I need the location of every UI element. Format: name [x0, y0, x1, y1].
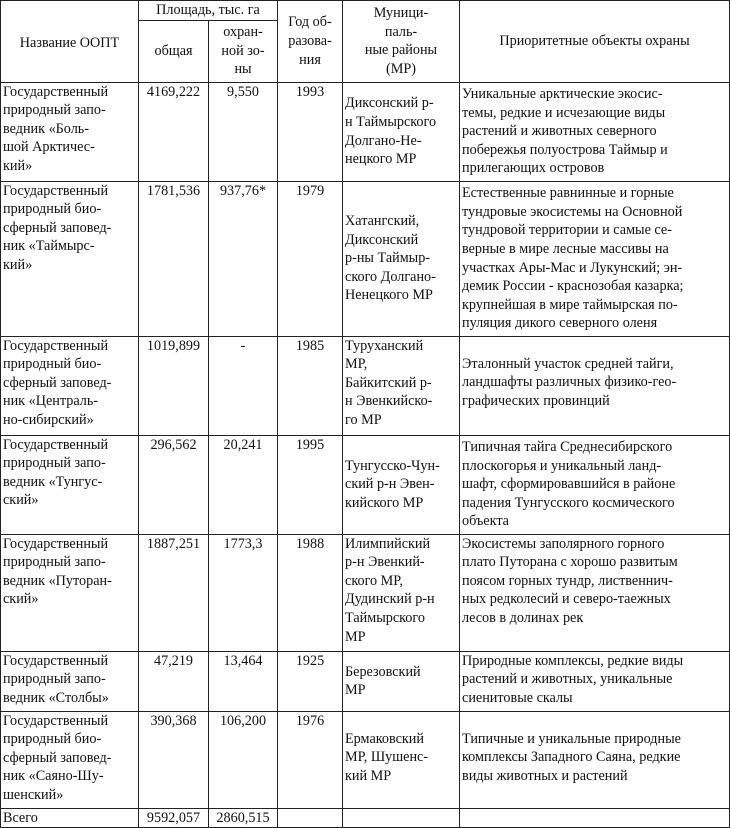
row-area-total: 1887,251 — [139, 534, 209, 651]
row-name: Государственный природный био- сферный заповед- ник «Саяно-Шу- шенский» — [1, 711, 139, 808]
table-row — [1, 651, 730, 711]
row-name: Государственный природный запо- ведник «Столбы» — [1, 651, 139, 711]
row-objects: Типичные и уникальные природные комплексы Западного Саяна, редкие виды животных и растений — [460, 711, 730, 808]
table-row — [1, 711, 730, 808]
total-row — [1, 808, 730, 828]
row-districts: Хатангский, Диксонский р-ны Таймыр- ского Долгано- Ненецкого МР — [343, 181, 460, 336]
row-area-buffer: - — [209, 336, 278, 435]
row-districts: Тунгусско-Чун- ский р-н Эвен- кийского МР — [343, 435, 460, 534]
row-districts: Илимпийский р-н Эвенкий- ского МР, Дудинский р-н Таймырского МР — [343, 534, 460, 651]
header-objects: Приоритетные объекты охраны — [460, 1, 730, 83]
row-objects: Уникальные арктические экосис- темы, редкие и исчезающие виды растений и животных северного побережья полуострова Таймыр и прилегающих островов — [460, 82, 730, 181]
total-objects-empty — [460, 808, 730, 828]
row-objects: Экосистемы заполярного горного плато Путорана с хорошо развитым поясом горных тундр, лиственнич- ных редколесий и северо-таежных лесов в долинах рек — [460, 534, 730, 651]
row-area-buffer: 106,200 — [209, 711, 278, 808]
total-year-empty — [278, 808, 343, 828]
header-area: Площадь, тыс. га — [139, 1, 278, 21]
row-area-total: 1781,536 — [139, 181, 209, 336]
row-name: Государственный природный запо- ведник «Боль- шой Арктичес- кий» — [1, 82, 139, 181]
total-districts-empty — [343, 808, 460, 828]
table-row — [1, 336, 730, 435]
total-label: Всего — [1, 808, 139, 828]
row-name: Государственный природный запо- ведник «Путоран- ский» — [1, 534, 139, 651]
row-name: Государственный природный био- сферный заповед- ник «Централь- но-сибирский» — [1, 336, 139, 435]
row-area-buffer: 20,241 — [209, 435, 278, 534]
header-name: Название ООПТ — [1, 1, 139, 83]
row-area-buffer: 937,76* — [209, 181, 278, 336]
row-districts: Березовский МР — [343, 651, 460, 711]
row-year: 1988 — [278, 534, 343, 651]
header-area-buffer: охран- ной зо- ны — [209, 20, 278, 82]
row-objects: Естественные равнинные и горные тундровые экосистемы на Основной тундровой территории и самые се- верные в мире лесные массивы на участках Ары-Мас и Лукунский; эн- демик России - краснозобая казарка; крупнейшая в мире таймырская по- пуляция дикого северного оленя — [460, 181, 730, 336]
table-row — [1, 82, 730, 181]
total-area-buffer: 2860,515 — [209, 808, 278, 828]
header-year: Год об- разова- ния — [278, 1, 343, 83]
row-name: Государственный природный запо- ведник «Тунгус- ский» — [1, 435, 139, 534]
row-area-total: 4169,222 — [139, 82, 209, 181]
row-year: 1995 — [278, 435, 343, 534]
row-year: 1925 — [278, 651, 343, 711]
row-year: 1976 — [278, 711, 343, 808]
row-area-buffer: 9,550 — [209, 82, 278, 181]
table-row — [1, 181, 730, 336]
row-area-total: 390,368 — [139, 711, 209, 808]
row-area-total: 47,219 — [139, 651, 209, 711]
row-area-buffer: 1773,3 — [209, 534, 278, 651]
row-objects: Типичная тайга Среднесибирского плоскогорья и уникальный ланд- шафт, сформировавшийся в районе падения Тунгусского космического объекта — [460, 435, 730, 534]
table-row — [1, 435, 730, 534]
row-districts: Диксонский р- н Таймырского Долгано-Не- нецкого МР — [343, 82, 460, 181]
header-districts: Муници- паль- ные районы (МР) — [343, 1, 460, 83]
row-year: 1979 — [278, 181, 343, 336]
row-area-total: 296,562 — [139, 435, 209, 534]
row-year: 1985 — [278, 336, 343, 435]
header-row-top — [1, 1, 730, 21]
table-row — [1, 534, 730, 651]
row-districts: Ермаковский МР, Шушенс- кий МР — [343, 711, 460, 808]
total-area-total: 9592,057 — [139, 808, 209, 828]
row-year: 1993 — [278, 82, 343, 181]
row-area-buffer: 13,464 — [209, 651, 278, 711]
table-body — [1, 82, 730, 828]
row-objects: Эталонный участок средней тайги, ландшафты различных физико-гео- графических провинций — [460, 336, 730, 435]
row-name: Государственный природный био- сферный заповед- ник «Таймырс- кий» — [1, 181, 139, 336]
row-districts: Туруханский МР, Байкитский р- н Эвенкийско- го МР — [343, 336, 460, 435]
header-area-total: общая — [139, 20, 209, 82]
row-objects: Природные комплексы, редкие виды растений и животных, уникальные сиенитовые скалы — [460, 651, 730, 711]
row-area-total: 1019,899 — [139, 336, 209, 435]
